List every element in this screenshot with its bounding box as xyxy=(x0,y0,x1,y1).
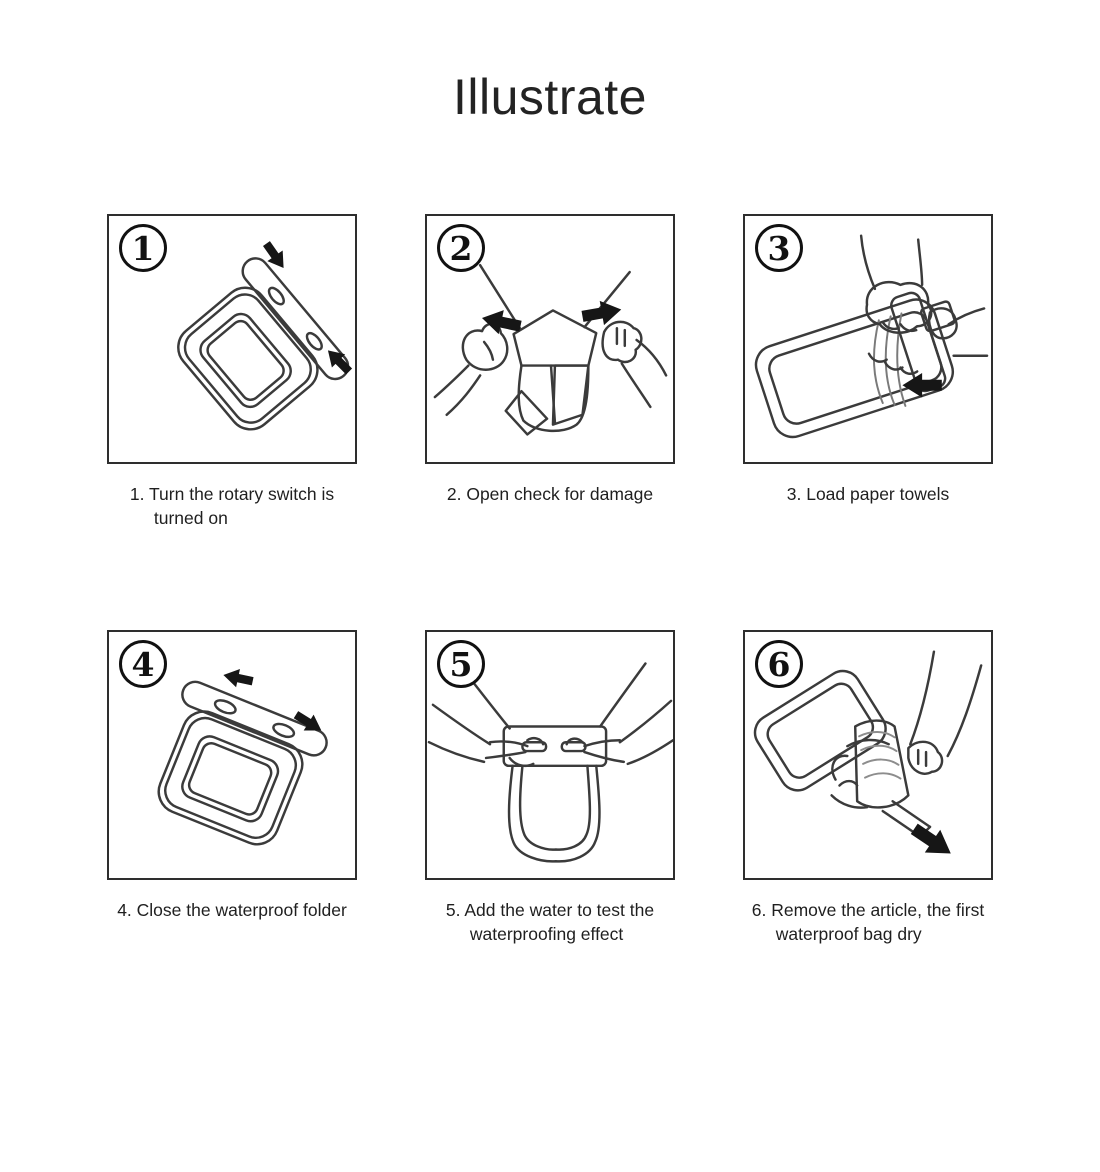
clamp-bar xyxy=(504,727,606,766)
step-number-badge xyxy=(755,640,803,688)
caption-line: turned on xyxy=(153,508,228,529)
step-number-badge xyxy=(437,640,485,688)
step-number: 1 xyxy=(131,228,155,268)
caption-line: 4. Close the waterproof folder xyxy=(117,900,347,921)
step-number: 6 xyxy=(767,644,791,684)
clamp-bar xyxy=(237,253,353,384)
caption-line: 3. Load paper towels xyxy=(786,484,950,504)
step-3-box xyxy=(743,214,993,464)
waterproof-pouch xyxy=(139,678,330,856)
step-panel-2 xyxy=(391,214,709,530)
step-number-badge xyxy=(119,224,167,272)
caption-line: waterproof bag dry xyxy=(775,924,922,945)
step-number: 4 xyxy=(131,644,155,684)
step-2-caption xyxy=(447,482,653,506)
steps-row-2 xyxy=(0,630,1100,946)
step-4-box xyxy=(107,630,357,880)
step-6-caption xyxy=(752,898,984,946)
step-panel-4 xyxy=(73,630,391,946)
steps-row-1 xyxy=(0,214,1100,530)
step-4-caption xyxy=(117,898,347,922)
thick-arrow-icon xyxy=(907,818,959,865)
right-arm-outline xyxy=(600,664,673,764)
right-hand-outline xyxy=(929,308,987,355)
right-hand-outline xyxy=(603,322,666,407)
step-number: 3 xyxy=(767,228,791,268)
waterproof-pouch xyxy=(751,294,958,442)
clamp-slot xyxy=(562,742,586,751)
page-title: Illustrate xyxy=(453,69,647,125)
rotary-switch xyxy=(213,698,237,716)
rotary-switch xyxy=(272,722,296,740)
step-number-badge xyxy=(755,224,803,272)
step-panel-1 xyxy=(73,214,391,530)
step-2-box xyxy=(425,214,675,464)
step-number: 5 xyxy=(449,644,473,684)
caption-line: 1. Turn the rotary switch is xyxy=(129,484,335,504)
step-panel-3 xyxy=(709,214,1027,530)
step-number-badge xyxy=(119,640,167,688)
left-hand-outline xyxy=(435,324,507,415)
step-6-box xyxy=(743,630,993,880)
caption-line: 5. Add the water to test the xyxy=(445,900,655,921)
waterproof-pouch xyxy=(161,253,354,449)
step-panel-5 xyxy=(391,630,709,946)
thick-arrow-icon xyxy=(259,238,291,273)
caption-line: waterproofing effect xyxy=(469,924,624,945)
step-1-box xyxy=(107,214,357,464)
step-5-box xyxy=(425,630,675,880)
step-1-caption xyxy=(130,482,334,530)
caption-line: 2. Open check for damage xyxy=(446,484,654,504)
caption-line: 6. Remove the article, the first xyxy=(751,900,985,921)
right-arm-outline xyxy=(908,652,981,774)
step-number-badge xyxy=(437,224,485,272)
step-panel-6 xyxy=(709,630,1027,946)
pouch-body xyxy=(509,766,599,862)
thick-arrow-icon xyxy=(221,666,254,691)
thick-arrow-icon xyxy=(902,373,941,398)
step-number: 2 xyxy=(449,228,473,268)
step-5-caption xyxy=(446,898,654,946)
step-3-caption xyxy=(787,482,949,506)
